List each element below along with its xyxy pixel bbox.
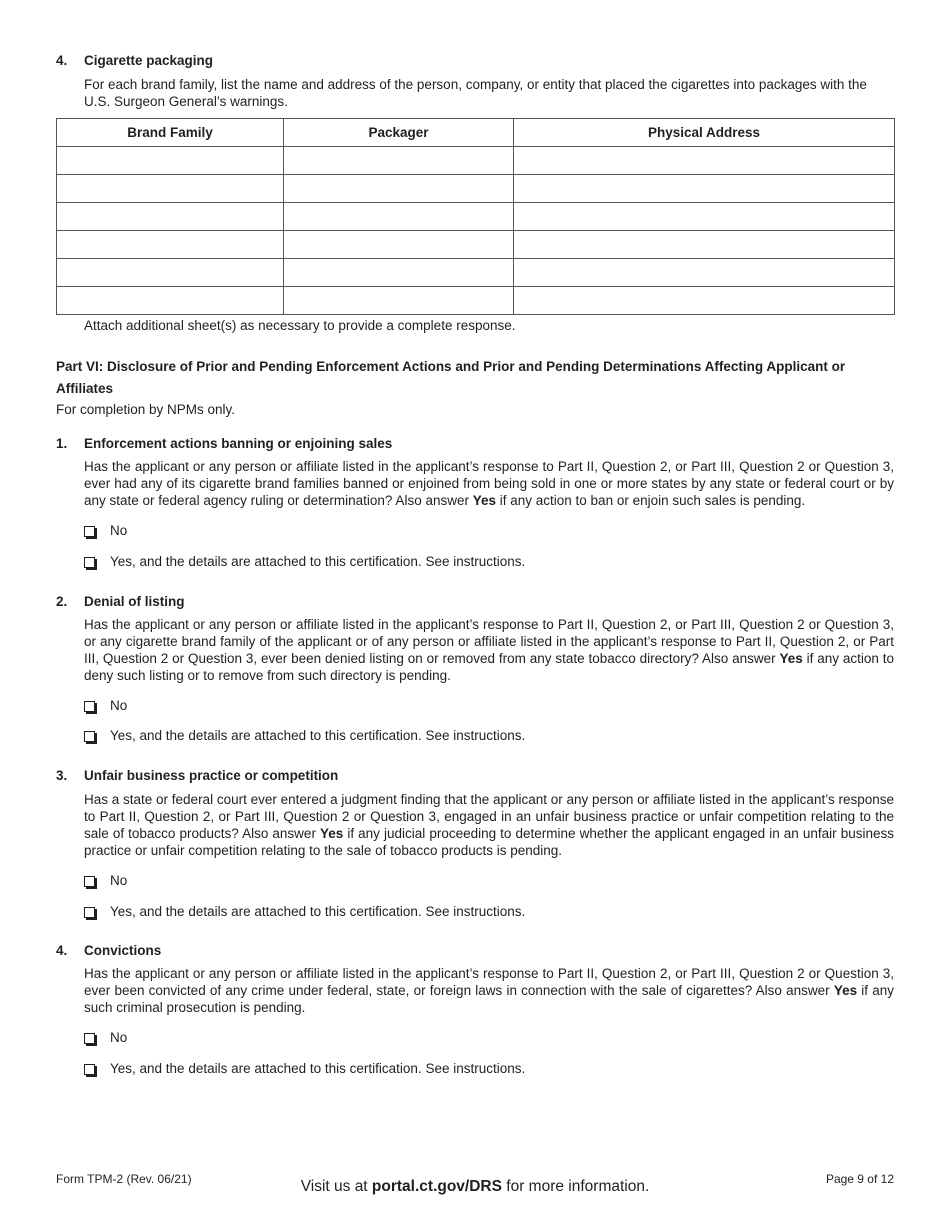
emphasis-yes: Yes — [320, 826, 344, 841]
question-1-option-no[interactable] — [84, 523, 127, 539]
checkbox-icon[interactable] — [84, 731, 95, 742]
brand-family-cell[interactable] — [57, 203, 284, 231]
packager-cell[interactable] — [284, 175, 514, 203]
part-vi-subtitle: For completion by NPMs only. — [56, 402, 236, 417]
question-text: if any action to ban or enjoin such sales is pending. — [496, 493, 806, 508]
part-vi-title: Part VI: Disclosure of Prior and Pending Enforcement Actions and Prior and Pending Determinations Affecting Applicant or Affiliates — [56, 359, 846, 396]
table-row — [57, 259, 895, 287]
footer-visit-line — [0, 1178, 950, 1196]
question-2-heading — [56, 594, 185, 610]
physical-address-cell[interactable] — [514, 287, 895, 315]
column-header-brand-family: Brand Family — [57, 119, 284, 147]
emphasis-yes: Yes — [833, 983, 858, 998]
question-3-text — [84, 791, 894, 859]
question-4-heading — [56, 943, 161, 959]
question-text: if any judicial proceeding to determine whether the applicant engaged in an unfair business practice or unfair competition relating to the sale of tobacco products is pending. — [84, 826, 894, 858]
form-identifier: Form TPM-2 (Rev. 06/21) — [56, 1172, 192, 1186]
question-title: Unfair business practice or competition — [84, 768, 339, 783]
question-3-heading — [56, 768, 338, 784]
footer-link[interactable]: portal.ct.gov/DRS — [371, 1178, 502, 1195]
packaging-table — [56, 118, 895, 315]
packager-cell[interactable] — [284, 231, 514, 259]
checkbox-icon[interactable] — [84, 876, 95, 887]
checkbox-icon[interactable] — [84, 526, 95, 537]
packager-cell[interactable] — [284, 287, 514, 315]
question-3-option-yes[interactable] — [84, 904, 525, 920]
column-header-physical-address: Physical Address — [514, 119, 895, 147]
checkbox-icon[interactable] — [84, 701, 95, 712]
table-row — [57, 175, 895, 203]
question-title: Denial of listing — [84, 594, 185, 609]
physical-address-cell[interactable] — [514, 147, 895, 175]
question-1-text — [84, 458, 894, 509]
option-label: No — [110, 873, 128, 888]
question-text: Has the applicant or any person or affiliate listed in the applicant’s response to Part II, Question 2, or Part III, Question 2 or Question 3, ever been convicted of any crime under federal, state, or foreign laws in connection with the sale of cigarettes? Also answer — [84, 966, 894, 998]
question-title: Enforcement actions banning or enjoining sales — [84, 436, 393, 451]
section-description: For each brand family, list the name and address of the person, company, or entity that placed the cigarettes into packages with the U.S. Surgeon General’s warnings. — [84, 77, 867, 109]
table-row — [57, 147, 895, 175]
question-number: 4. — [56, 943, 68, 958]
question-title: Convictions — [84, 943, 162, 958]
question-1-option-yes[interactable] — [84, 554, 525, 570]
physical-address-cell[interactable] — [514, 203, 895, 231]
section-heading-cigarette-packaging — [56, 53, 213, 69]
question-2-option-no[interactable] — [84, 698, 127, 714]
question-2-option-yes[interactable] — [84, 728, 525, 744]
packager-cell[interactable] — [284, 259, 514, 287]
packager-cell[interactable] — [284, 203, 514, 231]
footer-text: Visit us at — [300, 1178, 372, 1195]
option-label: Yes, and the details are attached to this certification. See instructions. — [110, 728, 526, 743]
packager-cell[interactable] — [284, 147, 514, 175]
physical-address-cell[interactable] — [514, 175, 895, 203]
table-row — [57, 231, 895, 259]
emphasis-yes: Yes — [472, 493, 496, 508]
option-label: No — [110, 698, 128, 713]
emphasis-yes: Yes — [779, 651, 803, 666]
table-row — [57, 287, 895, 315]
section-title: Cigarette packaging — [84, 53, 214, 68]
question-text: if any action to deny such listing or to remove from such directory is pending. — [84, 651, 894, 683]
checkbox-icon[interactable] — [84, 1064, 95, 1075]
checkbox-icon[interactable] — [84, 557, 95, 568]
physical-address-cell[interactable] — [514, 259, 895, 287]
footer-text: for more information. — [501, 1178, 650, 1195]
question-number: 3. — [56, 768, 68, 783]
option-label: Yes, and the details are attached to this certification. See instructions. — [110, 1061, 526, 1076]
option-label: No — [110, 523, 128, 538]
checkbox-icon[interactable] — [84, 1033, 95, 1044]
question-number: 2. — [56, 594, 68, 609]
question-3-option-no[interactable] — [84, 873, 127, 889]
question-text: if any such criminal prosecution is pending. — [84, 983, 894, 1015]
table-header-row — [57, 119, 895, 147]
column-header-packager: Packager — [284, 119, 514, 147]
table-row — [57, 203, 895, 231]
option-label: Yes, and the details are attached to this certification. See instructions. — [110, 904, 526, 919]
section-number: 4. — [56, 53, 68, 68]
brand-family-cell[interactable] — [57, 259, 284, 287]
option-label: Yes, and the details are attached to this certification. See instructions. — [110, 554, 526, 569]
attach-sheets-note: Attach additional sheet(s) as necessary to provide a complete response. — [84, 318, 516, 333]
brand-family-cell[interactable] — [57, 175, 284, 203]
brand-family-cell[interactable] — [57, 231, 284, 259]
question-4-option-yes[interactable] — [84, 1061, 525, 1077]
physical-address-cell[interactable] — [514, 231, 895, 259]
brand-family-cell[interactable] — [57, 147, 284, 175]
question-text: Has a state or federal court ever entered a judgment finding that the applicant or any person or affiliate listed in the applicant’s response to Part II, Question 2, or Part III, Question 2 or Question 3, engaged in an unfair business practice or unfair competition relating to the sale of tobacco products? Also answer — [84, 792, 894, 841]
page-number: Page 9 of 12 — [825, 1172, 894, 1186]
question-2-text — [84, 616, 894, 684]
checkbox-icon[interactable] — [84, 907, 95, 918]
question-text: Has the applicant or any person or affiliate listed in the applicant’s response to Part II, Question 2, or Part III, Question 2 or Question 3, or any cigarette brand family of the applicant or of any person or affiliate listed in the applicant’s response to Part II, Question 2, or Part III, Question 2 or Question 3, ever been denied listing on or removed from any state tobacco directory? Also answer — [84, 617, 894, 666]
question-4-option-no[interactable] — [84, 1030, 127, 1046]
option-label: No — [110, 1030, 128, 1045]
question-number: 1. — [56, 436, 68, 451]
question-1-heading — [56, 436, 392, 452]
brand-family-cell[interactable] — [57, 287, 284, 315]
question-4-text — [84, 965, 894, 1016]
question-text: Has the applicant or any person or affiliate listed in the applicant’s response to Part II, Question 2, or Part III, Question 2 or Question 3, ever had any of its cigarette brand families banned or enjoined from being sold in one or more states by any state or federal court or by any state or federal agency ruling or determination? Also answer — [84, 459, 894, 508]
